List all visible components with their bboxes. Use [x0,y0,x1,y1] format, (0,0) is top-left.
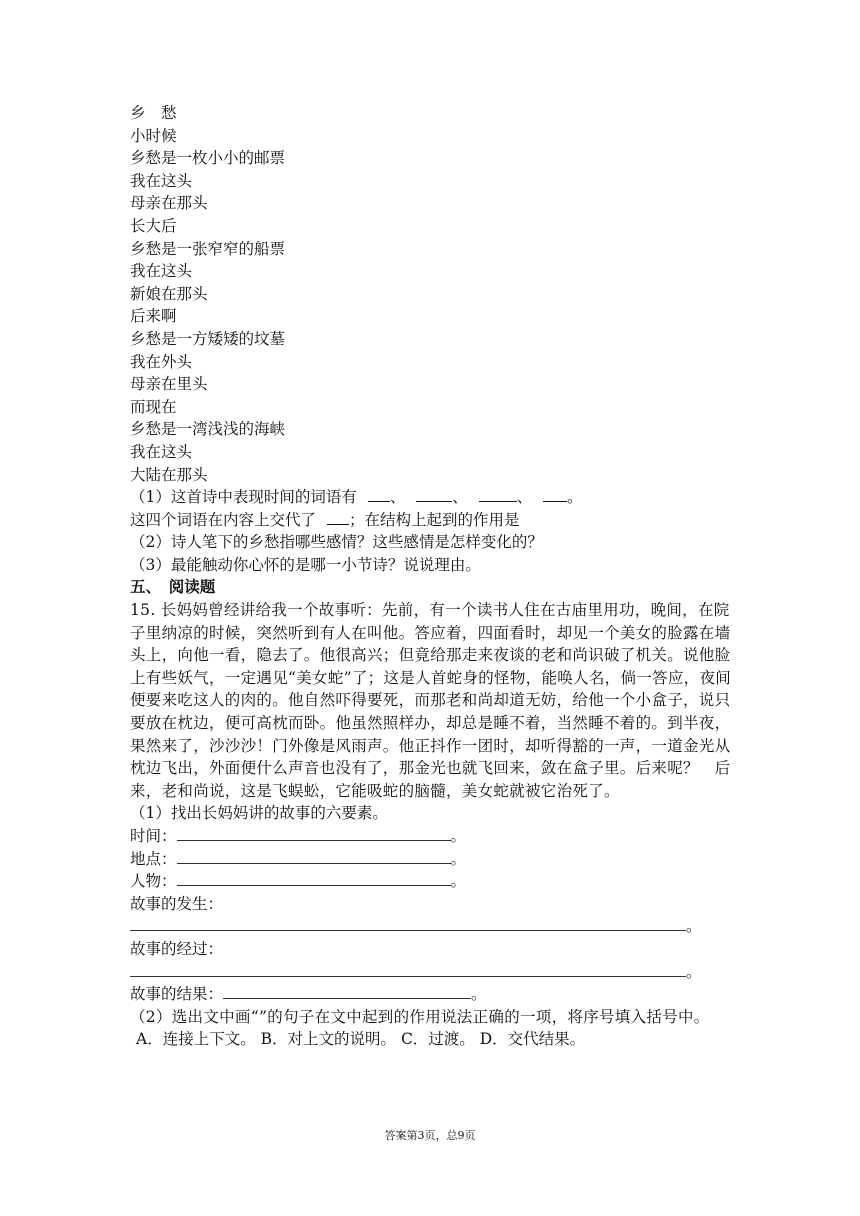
period: 。 [686,917,702,936]
start-row [130,915,740,938]
result-answer-line[interactable] [223,984,471,999]
poem-line: 我在外头 [130,352,193,371]
poem-line: 我在这头 [130,442,193,461]
answer-options: A．连接上下文。 B．对上文的说明。 C．过渡。 D．交代结果。 [136,1030,586,1049]
period: 。 [450,872,467,891]
poem-line: 乡愁是一枚小小的邮票 [130,149,286,168]
place-row [130,848,740,871]
question-text: ；在结构上起到的作用是 [348,510,520,529]
separator: 、 [452,488,468,507]
poem-question-1b [130,509,740,532]
poem-line: 我在这头 [130,171,193,190]
poem-line: 母亲在那头 [130,194,208,213]
poem-line: 大陆在那头 [130,465,208,484]
place-label: 地点： [130,849,177,868]
page-footer: 答案第3页，总9页 [384,1129,476,1142]
period: 。 [567,488,583,507]
reading-passage: 15. 长妈妈曾经讲给我一个故事听：先前，有一个读书人住在古庙里用功，晚间，在院子里纳凉的时候，突然听到有人在叫他。答应着，四面看时，却见一个美女的脸露在墙头上，向他一看，隐去了。他很高兴；但竟给那走来夜谈的老和尚识破了机关。说他脸上有些妖气，一定遇见“美女蛇”了；这是人首蛇身的怪物，能唤人名，倘一答应，夜间便要来吃这人的肉的。他自然吓得要死，而那老和尚却道无妨，给他一个小盒子，说只要放在枕边，便可高枕而卧。他虽然照样办，却总是睡不着，当然睡不着的。到半夜，果然来了，沙沙沙！门外像是风雨声。他正抖作一团时，却听得豁的一声，一道金光从枕边飞出，外面便什么声音也没有了，那金光也就飞回来，敛在盒子里。后来呢？ 后来，老和尚说，这是飞蜈蚣，它能吸蛇的脑髓，美女蛇就被它治死了。 [130,601,732,800]
answer-blank[interactable] [416,486,452,502]
poem-line: 母亲在里头 [130,375,208,394]
period: 。 [450,849,467,868]
people-answer-line[interactable] [177,871,451,886]
reading-question-1: （1）找出长妈妈讲的故事的六要素。 [130,804,388,823]
answer-blank[interactable] [327,509,349,525]
process-row [130,961,740,984]
time-label: 时间： [130,827,177,845]
question-text: 这四个词语在内容上交代了 [130,510,317,529]
poem-question-3: （3）最能触动你心怀的是哪一小节诗？说说理由。 [130,555,481,574]
poem-question-2: （2）诗人笔下的乡愁指哪些感情？这些感情是怎样变化的？ [130,533,543,552]
separator: 、 [389,488,406,507]
poem-body [130,125,740,487]
process-answer-line[interactable] [130,962,686,977]
period: 。 [450,827,467,845]
reading-question-2: （2）选出文中画“”的句子在文中起到的作用说法正确的一项，将序号填入括号中。 [130,1007,710,1026]
period: 。 [686,962,702,981]
answer-blank[interactable] [479,486,517,502]
process-label: 故事的经过： [130,939,224,958]
document-page [130,102,740,1051]
result-row [130,983,740,1006]
poem-line: 新娘在那头 [130,284,208,303]
poem-question-1a [130,486,740,509]
time-row [130,825,740,848]
answer-blank[interactable] [368,486,390,502]
poem-line: 小时候 [130,126,177,145]
poem-line: 后来啊 [130,307,177,326]
place-answer-line[interactable] [177,849,451,864]
people-label: 人物： [130,872,177,891]
start-answer-line[interactable] [130,916,686,931]
answer-blank[interactable] [543,486,567,502]
people-row [130,870,740,893]
time-answer-line[interactable] [177,826,451,841]
result-label: 故事的结果： [130,985,224,1004]
separator: 、 [516,488,533,507]
period: 。 [471,985,487,1004]
poem-title: 乡 愁 [130,104,177,122]
poem-line: 而现在 [130,397,177,416]
poem-line: 乡愁是一张窄窄的船票 [130,239,286,258]
poem-line: 长大后 [130,216,177,235]
start-label: 故事的发生： [130,894,224,913]
poem-line: 我在这头 [130,262,193,281]
section-heading: 五、 阅读题 [130,577,216,597]
question-text: （1）这首诗中表现时间的词语有 [130,488,357,507]
poem-line: 乡愁是一湾浅浅的海峡 [130,420,286,439]
poem-line: 乡愁是一方矮矮的坟墓 [130,329,286,348]
